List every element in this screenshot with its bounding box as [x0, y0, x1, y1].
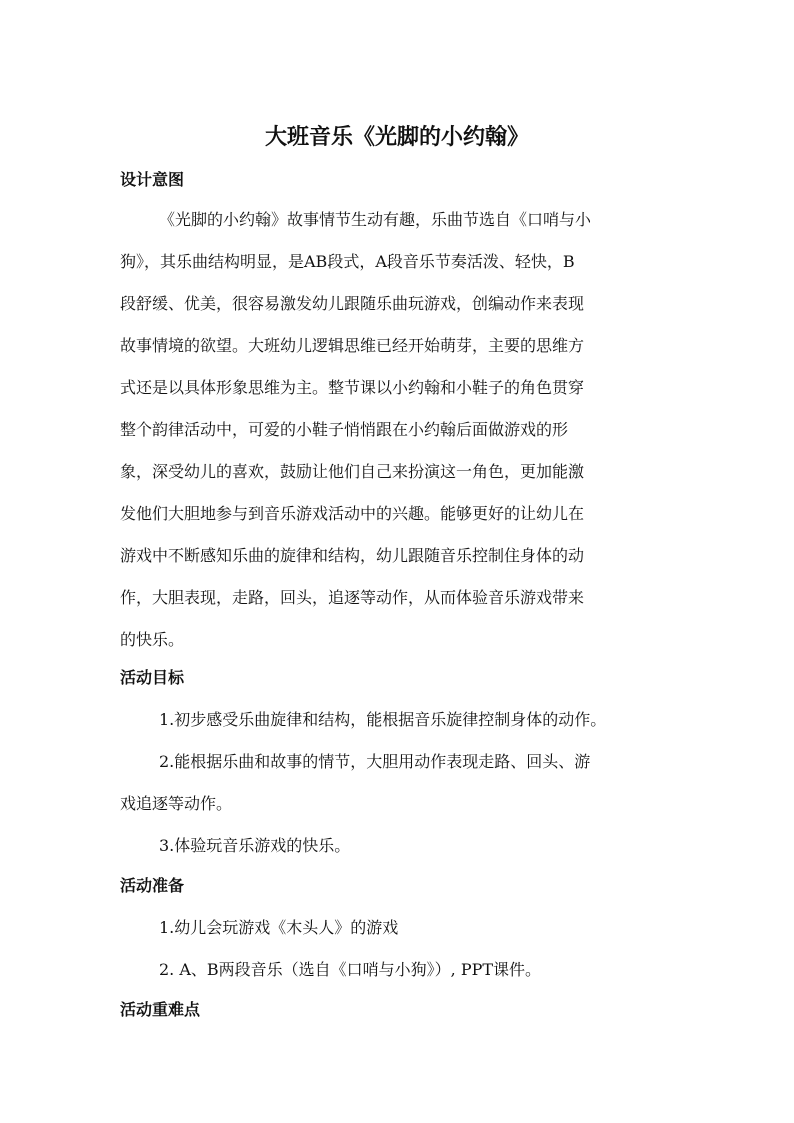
- list-item: 3.体验玩音乐游戏的快乐。: [159, 836, 351, 855]
- section-heading-goals: 活动目标: [120, 668, 185, 687]
- paragraph-line: 狗》，其乐曲结构明显，是AB段式，A段音乐节奏活泼、轻快，B: [120, 252, 575, 271]
- list-item: 2.能根据乐曲和故事的情节，大胆用动作表现走路、回头、游: [159, 752, 591, 771]
- paragraph-line: 作，大胆表现，走路，回头，追逐等动作，从而体验音乐游戏带来: [120, 588, 585, 607]
- paragraph-line: 象，深受幼儿的喜欢，鼓励让他们自己来扮演这一角色，更加能激: [120, 462, 585, 481]
- paragraph-line: 的快乐。: [120, 630, 185, 649]
- list-item-continuation: 戏追逐等动作。: [120, 794, 233, 813]
- list-item: 2. A、B两段音乐（选自《口哨与小狗》）, PPT课件。: [159, 960, 542, 979]
- section-heading-design-intent: 设计意图: [120, 170, 185, 189]
- list-item: 1.初步感受乐曲旋律和结构，能根据音乐旋律控制身体的动作。: [159, 710, 607, 729]
- paragraph-line: 整个韵律活动中，可爱的小鞋子悄悄跟在小约翰后面做游戏的形: [120, 420, 569, 439]
- paragraph-line: 段舒缓、优美，很容易激发幼儿跟随乐曲玩游戏，创编动作来表现: [120, 294, 585, 313]
- section-heading-key-points: 活动重难点: [120, 1000, 201, 1019]
- paragraph-line: 《光脚的小约翰》故事情节生动有趣，乐曲节选自《口哨与小: [159, 210, 592, 229]
- paragraph-line: 故事情境的欲望。大班幼儿逻辑思维已经开始萌芽，主要的思维方: [120, 336, 585, 355]
- paragraph-line: 发他们大胆地参与到音乐游戏活动中的兴趣。能够更好的让幼儿在: [120, 504, 585, 523]
- list-item: 1.幼儿会玩游戏《木头人》的游戏: [159, 918, 399, 937]
- paragraph-line: 游戏中不断感知乐曲的旋律和结构，幼儿跟随音乐控制住身体的动: [120, 546, 585, 565]
- page-title: 大班音乐《光脚的小约翰》: [264, 124, 529, 150]
- section-heading-preparation: 活动准备: [120, 876, 185, 895]
- paragraph-line: 式还是以具体形象思维为主。整节课以小约翰和小鞋子的角色贯穿: [120, 378, 585, 397]
